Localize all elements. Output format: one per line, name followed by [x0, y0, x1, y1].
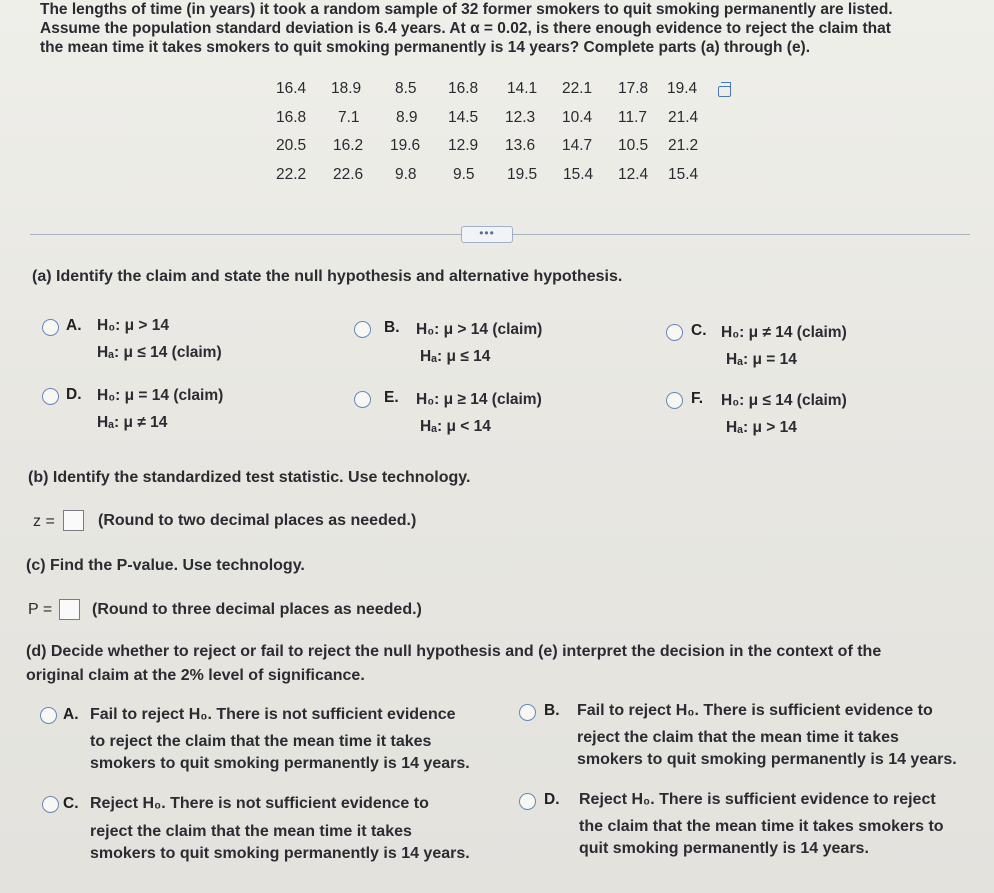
data-cell: 9.8 [395, 166, 417, 183]
data-cell: 19.4 [667, 80, 698, 97]
data-cell: 21.2 [668, 137, 699, 154]
option-line: quit smoking permanently is 14 years. [579, 840, 869, 857]
data-cell: 14.1 [507, 80, 538, 97]
data-cell: 16.2 [333, 137, 364, 154]
option-line: reject the claim that the mean time it takes [90, 822, 412, 840]
alt-hypothesis: Hₐ: μ < 14 [420, 418, 491, 435]
radio-button[interactable] [42, 319, 59, 336]
part-c-prompt: (c) Find the P-value. Use technology. [26, 557, 305, 574]
part-b-prompt: (b) Identify the standardized test statistic. Use technology. [28, 469, 471, 486]
problem-line-2: Assume the population standard deviation is 6.4 years. At α = 0.02, is there enough evidence to reject the claim that [40, 20, 891, 37]
alt-hypothesis: Hₐ: μ ≠ 14 [97, 414, 168, 431]
option-line: smokers to quit smoking permanently is 14 years. [90, 845, 470, 862]
data-cell: 16.8 [276, 109, 307, 126]
data-cell: 15.4 [563, 166, 594, 183]
option-line: smokers to quit smoking permanently is 14 years. [90, 755, 470, 772]
null-hypothesis: H₀: μ ≤ 14 (claim) [721, 392, 847, 409]
data-cell: 15.4 [668, 166, 699, 183]
data-cell: 14.5 [448, 109, 479, 126]
data-cell: 21.4 [668, 109, 699, 126]
radio-button[interactable] [519, 704, 536, 721]
option-line: Reject H₀. There is sufficient evidence to reject [579, 791, 936, 808]
null-hypothesis: H₀: μ > 14 [97, 317, 170, 334]
option-line: Reject H₀. There is not sufficient evidence to [90, 795, 429, 812]
data-cell: 14.7 [562, 137, 593, 154]
data-cell: 18.9 [331, 80, 362, 97]
problem-statement [40, 0, 893, 57]
data-cell: 12.9 [448, 137, 479, 154]
option-letter: E. [384, 389, 399, 406]
data-cell: 22.6 [333, 166, 364, 183]
option-line: smokers to quit smoking permanently is 14 years. [577, 751, 957, 768]
data-cell: 22.1 [562, 80, 593, 97]
option-line: the claim that the mean time it takes smokers to [579, 817, 944, 835]
data-cell: 11.7 [618, 109, 648, 126]
data-cell: 13.6 [505, 137, 536, 154]
option-letter: A. [66, 317, 82, 334]
part-d-prompt-line-1: (d) Decide whether to reject or fail to reject the null hypothesis and (e) interpret the decision in the context of the [26, 643, 882, 660]
radio-button[interactable] [519, 793, 536, 810]
radio-button[interactable] [42, 796, 59, 813]
data-cell: 17.8 [618, 80, 649, 97]
data-cell: 19.6 [390, 137, 421, 154]
data-cell: 20.5 [276, 137, 307, 154]
option-letter: D. [544, 791, 560, 808]
option-letter: B. [384, 319, 400, 336]
option-text [90, 793, 470, 866]
z-input[interactable] [63, 510, 84, 531]
data-cell: 10.5 [618, 137, 649, 154]
problem-line-1: The lengths of time (in years) it took a random sample of 32 former smokers to quit smoking permanently are listed. [40, 1, 893, 18]
radio-button[interactable] [354, 321, 371, 338]
data-cell: 19.5 [507, 166, 538, 183]
radio-button[interactable] [666, 324, 683, 341]
data-cell: 22.2 [276, 166, 307, 183]
part-d-prompt-line-2: original claim at the 2% level of significance. [26, 667, 365, 684]
radio-button[interactable] [42, 388, 59, 405]
copy-data-icon[interactable] [718, 86, 731, 97]
option-text [90, 704, 470, 776]
p-label: P = [28, 601, 53, 618]
option-text [579, 789, 944, 861]
z-label: z = [33, 513, 55, 530]
data-cell: 16.4 [276, 80, 307, 97]
data-cell: 12.4 [618, 166, 649, 183]
data-cell: 16.8 [448, 80, 479, 97]
data-cell: 8.9 [396, 109, 418, 126]
data-cell: 10.4 [562, 109, 593, 126]
option-letter: F. [691, 390, 704, 407]
option-letter: C. [691, 322, 707, 339]
option-letter: A. [63, 706, 79, 723]
alt-hypothesis: Hₐ: μ ≤ 14 (claim) [97, 344, 222, 361]
option-line: Fail to reject H₀. There is sufficient evidence to [577, 702, 933, 719]
problem-line-3: the mean time it takes smokers to quit smoking permanently is 14 years? Complete parts (a) through (e). [40, 39, 811, 56]
z-rounding-note: (Round to two decimal places as needed.) [98, 512, 417, 529]
null-hypothesis: H₀: μ ≠ 14 (claim) [721, 324, 847, 341]
option-line: Fail to reject H₀. There is not sufficient evidence [90, 706, 456, 723]
null-hypothesis: H₀: μ ≥ 14 (claim) [416, 391, 542, 408]
option-letter: D. [66, 386, 82, 403]
option-letter: C. [63, 795, 79, 812]
option-line: to reject the claim that the mean time it takes [90, 732, 432, 750]
option-letter: B. [544, 702, 560, 719]
data-cell: 7.1 [338, 109, 360, 126]
radio-button[interactable] [354, 391, 371, 408]
more-button[interactable]: ••• [461, 226, 513, 243]
null-hypothesis: H₀: μ > 14 (claim) [416, 321, 543, 338]
alt-hypothesis: Hₐ: μ = 14 [726, 351, 797, 368]
option-line: reject the claim that the mean time it takes [577, 728, 899, 746]
data-cell: 8.5 [395, 80, 417, 97]
p-value-input[interactable] [59, 599, 80, 620]
part-a-prompt: (a) Identify the claim and state the null hypothesis and alternative hypothesis. [32, 268, 623, 285]
alt-hypothesis: Hₐ: μ ≤ 14 [420, 348, 491, 365]
data-cell: 9.5 [453, 166, 475, 183]
p-rounding-note: (Round to three decimal places as needed.) [92, 601, 422, 618]
alt-hypothesis: Hₐ: μ > 14 [726, 419, 797, 436]
radio-button[interactable] [666, 392, 683, 409]
data-cell: 12.3 [505, 109, 536, 126]
radio-button[interactable] [40, 707, 57, 724]
option-text [577, 700, 957, 772]
null-hypothesis: H₀: μ = 14 (claim) [97, 387, 224, 404]
